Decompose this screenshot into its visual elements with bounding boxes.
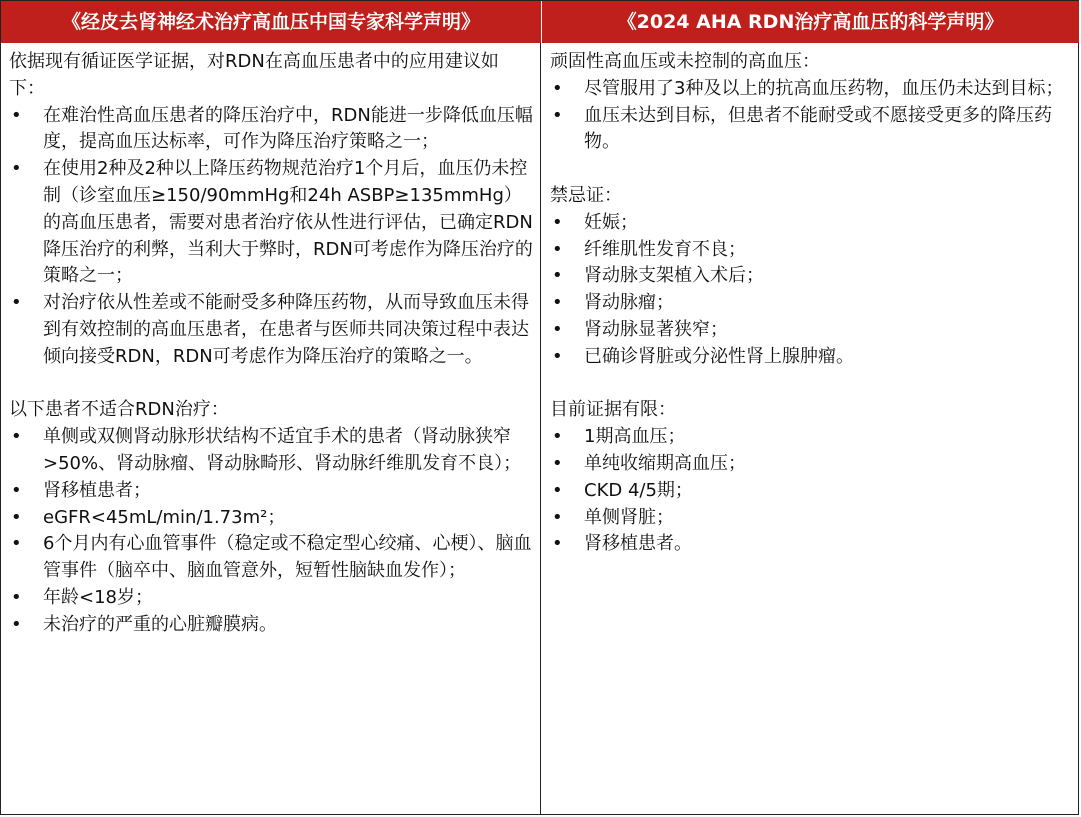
list-item-text: eGFR<45mL/min/1.73m²； xyxy=(43,506,286,528)
recommendation-list xyxy=(9,103,534,371)
list-item-text: 年龄<18岁； xyxy=(43,586,153,608)
list-item xyxy=(9,290,534,370)
left-column xyxy=(1,43,541,814)
list-item xyxy=(550,237,1073,264)
list-item xyxy=(550,317,1073,344)
list-item xyxy=(550,344,1073,371)
bullet: • xyxy=(11,292,22,314)
list-item-text: 血压未达到目标，但患者不能耐受或不愿接受更多的降压药物。 xyxy=(584,104,1052,153)
bullet: • xyxy=(11,479,22,501)
list-item-text: 6个月内有心血管事件（稳定或不稳定型心绞痛、心梗）、脑血管事件（脑卒中、脑血管意外，短暂性脑缺血发作）； xyxy=(43,533,532,582)
limited-evidence-title: 目前证据有限： xyxy=(550,399,676,421)
list-item-text: 单侧或双侧肾动脉形状结构不适宜手术的患者（肾动脉狭窄>50%、肾动脉瘤、肾动脉畸形、肾动脉纤维肌发育不良）； xyxy=(43,426,522,474)
list-item-text: 单侧肾脏； xyxy=(584,506,674,528)
list-item xyxy=(9,612,534,639)
bullet: • xyxy=(552,238,563,260)
list-item xyxy=(550,290,1073,317)
list-item-text: 妊娠； xyxy=(584,211,638,233)
bullet: • xyxy=(552,265,563,287)
list-item-text: 肾动脉瘤； xyxy=(584,292,674,314)
bullet: • xyxy=(552,77,563,99)
bullet: • xyxy=(552,104,563,126)
bullet: • xyxy=(11,506,22,528)
bullet: • xyxy=(11,426,22,448)
contraindication-title: 禁忌证： xyxy=(550,184,622,206)
unsuitable-list xyxy=(9,424,534,638)
right-column-header: 《2024 AHA RDN治疗高血压的科学声明》 xyxy=(542,1,1079,43)
list-item-text: 在难治性高血压患者的降压治疗中，RDN能进一步降低血压幅度，提高血压达标率，可作为降压治疗策略之一； xyxy=(43,104,533,153)
list-item-text: 肾动脉支架植入术后； xyxy=(584,265,764,287)
bullet: • xyxy=(552,506,563,528)
list-item xyxy=(9,103,534,157)
list-item-text: 在使用2种及2种以上降压药物规范治疗1个月后，血压仍未控制（诊室血压≥150/90mmHg和24h ASBP≥135mmHg）的高血压患者，需要对患者治疗依从性进行评估，已确定RDN降压治疗的利弊，当利大于弊时，RDN可考虑作为降压治疗的策略之一； xyxy=(43,158,533,287)
list-item-text: CKD 4/5期； xyxy=(584,479,693,501)
resistant-list xyxy=(550,76,1073,156)
list-item-text: 已确诊肾脏或分泌性肾上腺肿瘤。 xyxy=(584,345,854,367)
list-item xyxy=(550,424,1073,451)
bullet: • xyxy=(11,104,22,126)
bullet: • xyxy=(552,292,563,314)
bullet: • xyxy=(11,586,22,608)
bullet: • xyxy=(552,533,563,555)
list-item xyxy=(550,103,1073,157)
list-item xyxy=(550,76,1073,103)
right-column xyxy=(542,43,1079,814)
list-item xyxy=(9,478,534,505)
list-item xyxy=(550,263,1073,290)
bullet: • xyxy=(552,479,563,501)
bullet: • xyxy=(11,158,22,180)
left-column-header: 《经皮去肾神经术治疗高血压中国专家科学声明》 xyxy=(1,1,542,43)
list-item xyxy=(9,424,534,478)
bullet: • xyxy=(552,426,563,448)
list-item-text: 肾动脉显著狭窄； xyxy=(584,318,728,340)
list-item xyxy=(550,505,1073,532)
bullet: • xyxy=(11,533,22,555)
list-item-text: 单纯收缩期高血压； xyxy=(584,452,746,474)
list-item xyxy=(550,478,1073,505)
list-item xyxy=(9,531,534,585)
list-item xyxy=(9,585,534,612)
list-item-text: 对治疗依从性差或不能耐受多种降压药物，从而导致血压未得到有效控制的高血压患者，在患者与医师共同决策过程中表达倾向接受RDN，RDN可考虑作为降压治疗的策略之一。 xyxy=(43,292,529,367)
list-item-text: 未治疗的严重的心脏瓣膜病。 xyxy=(43,613,277,635)
bullet: • xyxy=(552,211,563,233)
list-item xyxy=(9,156,534,290)
list-item xyxy=(550,451,1073,478)
list-item-text: 尽管服用了3种及以上的抗高血压药物，血压仍未达到目标； xyxy=(584,77,1064,99)
list-item-text: 肾移植患者； xyxy=(43,479,151,501)
bullet: • xyxy=(552,318,563,340)
resistant-title: 顽固性高血压或未控制的高血压： xyxy=(550,51,820,72)
list-item xyxy=(9,505,534,532)
contraindication-list xyxy=(550,210,1073,371)
bullet: • xyxy=(552,452,563,474)
list-item xyxy=(550,531,1073,558)
bullet: • xyxy=(11,613,22,635)
list-item-text: 1期高血压； xyxy=(584,426,686,448)
bullet: • xyxy=(552,345,563,367)
unsuitable-title: 以下患者不适合RDN治疗： xyxy=(9,399,229,421)
list-item xyxy=(550,210,1073,237)
limited-evidence-list xyxy=(550,424,1073,558)
list-item-text: 纤维肌性发育不良； xyxy=(584,238,746,260)
list-item-text: 肾移植患者。 xyxy=(584,533,692,555)
recommendation-intro: 依据现有循证医学证据，对RDN在高血压患者中的应用建议如下： xyxy=(9,51,499,99)
